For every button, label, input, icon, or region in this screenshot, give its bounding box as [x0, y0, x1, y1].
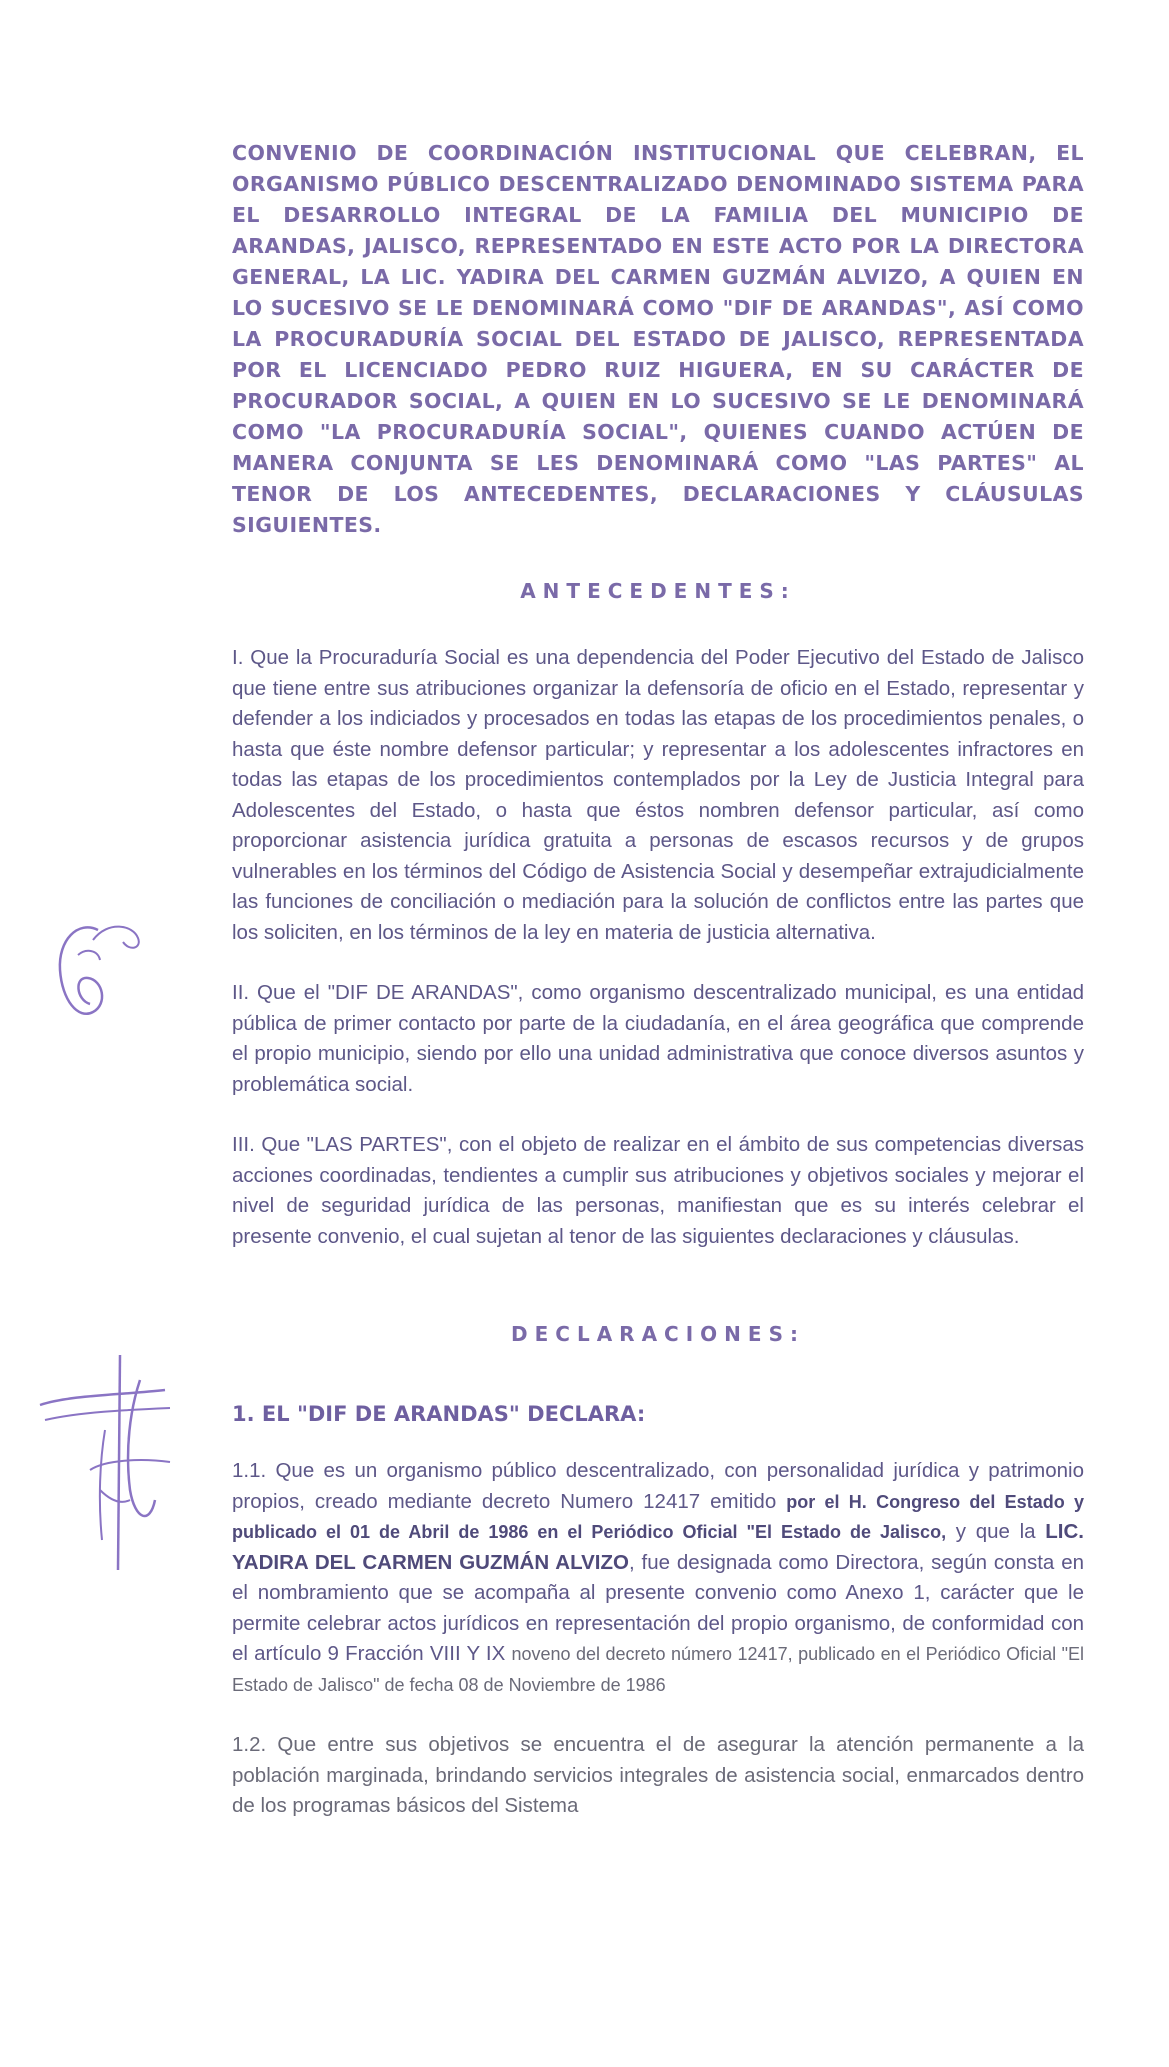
- agreement-title: CONVENIO DE COORDINACIÓN INSTITUCIONAL QUE CELEBRAN, EL ORGANISMO PÚBLICO DESCENTRALIZADO DENOMINADO SISTEMA PARA EL DESARROLLO INTEGRAL DE LA FAMILIA DEL MUNICIPIO DE ARANDAS, JALISCO, REPRESENTADO EN ESTE ACTO POR LA DIRECTORA GENERAL, LA LIC. YADIRA DEL CARMEN GUZMÁN ALVIZO, A QUIEN EN LO SUCESIVO SE LE DENOMINARÁ COMO "DIF DE ARANDAS", ASÍ COMO LA PROCURADURÍA SOCIAL DEL ESTADO DE JALISCO, REPRESENTADA POR EL LICENCIADO PEDRO RUIZ HIGUERA, EN SU CARÁCTER DE PROCURADOR SOCIAL, A QUIEN EN LO SUCESIVO SE LE DENOMINARÁ COMO "LA PROCURADURÍA SOCIAL", QUIENES CUANDO ACTÚEN DE MANERA CONJUNTA SE LES DENOMINARÁ COMO "LAS PARTES" AL TENOR DE LOS ANTECEDENTES, DECLARACIONES Y CLÁUSULAS SIGUIENTES.: [232, 141, 1084, 537]
- antecedente-3: III. Que "LAS PARTES", con el objeto de realizar en el ámbito de sus competencias diversas acciones coordinadas, tendientes a cumplir sus atribuciones y objetivos sociales y mejorar el nivel de seguridad jurídica de las personas, manifiestan que es su interés celebrar el presente convenio, el cual sujetan al tenor de las siguientes declaraciones y cláusulas.: [232, 1133, 1084, 1248]
- declaracion-1-1-part1: 1.1. Que es un organismo público descentralizado, con personalidad jurídica y patrimonio propios, creado mediante decreto Numero 12417 emitido: [232, 1459, 1084, 1513]
- declaracion-1-1-part6: noveno del decreto número 12417, publicado en el Periódico Oficial "El Estado de Jalisco" de fecha 08 de Noviembre de 1986: [232, 1644, 1085, 1695]
- handwritten-signature-icon: [30, 1350, 180, 1580]
- declaracion-1-1-part5: , fue designada como Directora, según consta en el nombramiento que se acompaña al presente convenio como Anexo 1, carácter que le permite celebrar actos jurídicos en representación del propio organismo, de conformidad con el artículo 9 Fracción VIII Y IX: [232, 1550, 1084, 1665]
- declaracion-1-1-part3: y que la: [955, 1520, 1036, 1543]
- declaracion-1-1: [232, 1456, 1084, 1700]
- declaracion-1-2: 1.2. Que entre sus objetivos se encuentra el de asegurar la atención permanente a la población marginada, brindando servicios integrales de asistencia social, enmarcados dentro de los programas básicos del Sistema: [232, 1733, 1084, 1817]
- antecedentes-heading: ANTECEDENTES:: [520, 579, 796, 603]
- antecedente-1: I. Que la Procuraduría Social es una dependencia del Poder Ejecutivo del Estado de Jalisco que tiene entre sus atribuciones organizar la defensoría de oficio en el Estado, representar y defender a los indiciados y procesados en todas las etapas de los procedimientos penales, o hasta que éste nombre defensor particular; y representar a los adolescentes infractores en todas las etapas de los procedimientos contemplados por la Ley de Justicia Integral para Adolescentes del Estado, o hasta que éstos nombren defensor particular, así como proporcionar asistencia jurídica gratuita a personas de escasos recursos y de grupos vulnerables en los términos del Código de Asistencia Social y desempeñar extrajudicialmente las funciones de conciliación o mediación para la solución de conflictos entre las partes que los soliciten, en los términos de la ley en materia de justicia alternativa.: [232, 646, 1084, 944]
- antecedente-2: II. Que el "DIF DE ARANDAS", como organismo descentralizado municipal, es una entidad pública de primer contacto por parte de la ciudadanía, en el área geográfica que comprende el propio municipio, siendo por ello una unidad administrativa que conoce diversos asuntos y problemática social.: [232, 981, 1084, 1096]
- document-body: [232, 138, 1084, 1822]
- declaracion-1-1-part2: por el H. Congreso del Estado y publicado el 01 de Abril de 1986 en el Periódico Oficial "El Estado de Jalisco,: [232, 1491, 1084, 1542]
- handwritten-initials-icon: [38, 900, 158, 1050]
- declaraciones-heading: DECLARACIONES:: [511, 1322, 805, 1346]
- dif-declara-heading: 1. EL "DIF DE ARANDAS" DECLARA:: [232, 1402, 646, 1426]
- declaracion-1-1-directora-name: LIC. YADIRA DEL CARMEN GUZMÁN ALVIZO: [232, 1520, 1084, 1574]
